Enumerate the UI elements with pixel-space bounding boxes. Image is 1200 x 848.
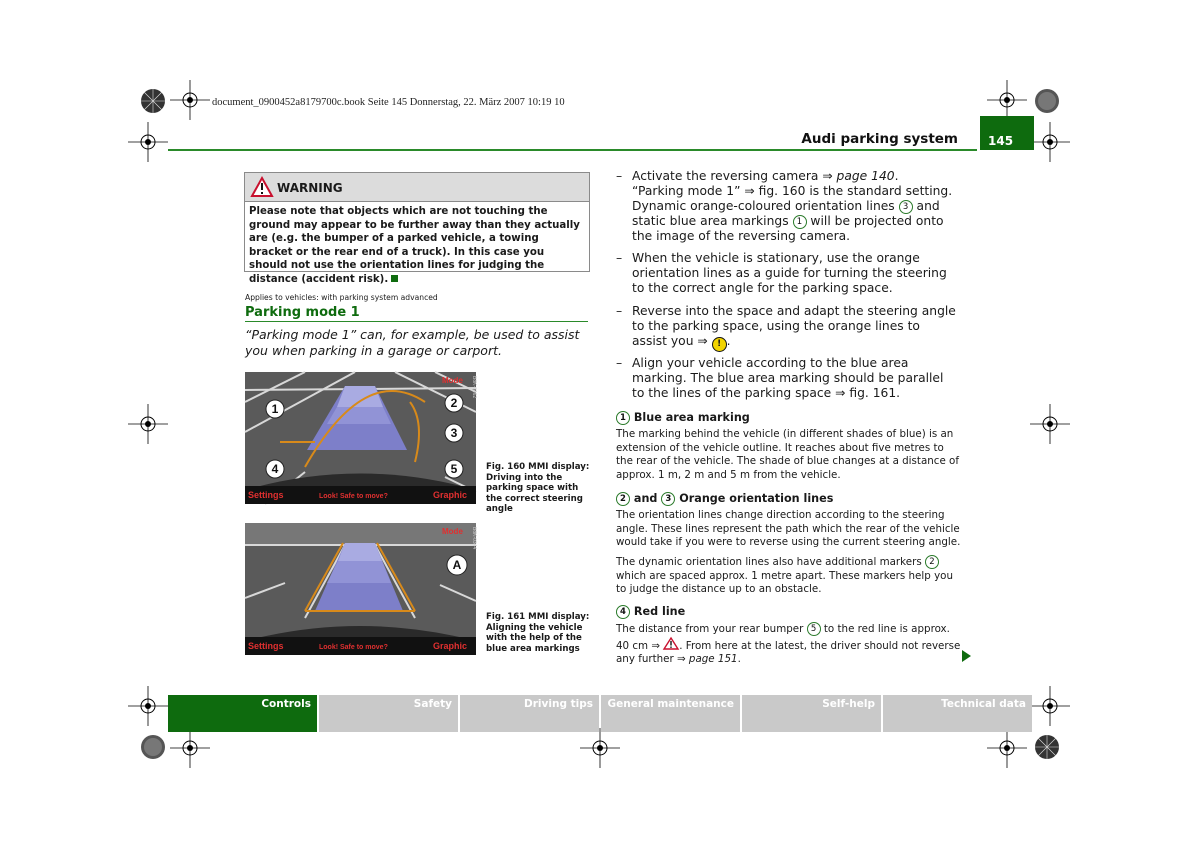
tab-self-help[interactable] <box>742 695 881 732</box>
blue-area-heading <box>616 411 750 425</box>
callout-4-icon: 4 <box>616 605 630 619</box>
continue-arrow-icon <box>962 650 971 662</box>
bullet-dash: – <box>616 356 623 370</box>
bullet-dash: – <box>616 304 623 318</box>
bullet-stationary <box>616 251 958 296</box>
para-text: The distance from your rear bumper <box>616 623 807 635</box>
applies-note: Applies to vehicles: with parking system advanced <box>245 293 438 302</box>
tab-label: Controls <box>261 698 311 710</box>
caution-icon: ! <box>712 337 727 352</box>
bullet-text: Align your vehicle according to the blue area marking. The blue area marking should be parallel to the lines of the parking space ⇒ fig. 161. <box>632 356 944 400</box>
fig-bar-right: Graphic <box>433 490 468 500</box>
marker-1: 1 <box>271 402 279 416</box>
star-target-mark <box>140 734 166 760</box>
section-title: Parking mode 1 <box>245 305 360 320</box>
tab-general-maintenance[interactable] <box>601 695 740 732</box>
heading-text: Orange orientation lines <box>679 492 834 505</box>
registration-mark <box>170 728 210 768</box>
callout-3-icon: 3 <box>899 200 913 214</box>
bullet-reverse: – Reverse into the space and adapt the steering angle to the parking space, using the orange lines to assist you ⇒ ! . <box>616 304 958 352</box>
registration-mark <box>128 686 168 726</box>
fig-bar-center: Look! Safe to move? <box>319 493 388 500</box>
orange-lines-heading <box>616 492 833 506</box>
para-end: . <box>737 653 741 666</box>
registration-mark <box>987 80 1027 120</box>
blue-area-text: The marking behind the vehicle (in different shades of blue) is an extension of the vehicle outline. It reaches about five metres to the rear of the vehicle. The shade of blue changes at a distance of approx. 1 m, 2 m and 5 m from the vehicle. <box>616 428 959 481</box>
print-file-line: document_0900452a8179700c.book Seite 145 Donnerstag, 22. März 2007 10:19 10 <box>212 97 565 108</box>
bullet-text: Reverse into the space and adapt the steering angle to the parking space, using the orange lines to assist you ⇒ <box>632 304 956 348</box>
figure-160-caption: Fig. 160 MMI display: Driving into the parking space with the correct steering angle <box>486 462 590 515</box>
star-target-mark <box>1034 734 1060 760</box>
bullet-dash: – <box>616 169 623 183</box>
header-section-title: Audi parking system <box>801 131 958 147</box>
para-text: which are spaced approx. 1 metre apart. These markers help you to judge the distance up to an obstacle. <box>616 569 953 596</box>
star-target-mark <box>140 88 166 114</box>
para-text: . From here at the latest, the driver should not reverse any further ⇒ <box>616 639 961 666</box>
warning-triangle-icon <box>663 637 679 650</box>
warning-header <box>245 173 589 202</box>
tab-label: Self-help <box>822 698 875 710</box>
registration-mark <box>987 728 1027 768</box>
bullet-align <box>616 356 958 401</box>
tab-label: General maintenance <box>607 698 734 710</box>
registration-mark <box>1030 686 1070 726</box>
bullet-text: “Parking mode 1” ⇒ fig. 160 is the standard setting. Dynamic orange-coloured orientation lines <box>632 184 953 213</box>
figure-161-image <box>245 523 476 655</box>
callout-1-icon: 1 <box>793 215 807 229</box>
fig-bar-left: Settings <box>248 490 284 500</box>
bullet-text: When the vehicle is stationary, use the orange orientation lines as a guide for turning the steering to the correct angle for the parking space. <box>632 251 947 295</box>
star-target-mark <box>1034 88 1060 114</box>
callout-5-icon: 5 <box>807 622 821 636</box>
bullet-activate-camera: – Activate the reversing camera ⇒ page 140. “Parking mode 1” ⇒ fig. 160 is the standard setting. Dynamic orange-coloured orientation lines 3 and static blue area markings 1 will be projected onto the image of the reversing camera. <box>616 169 953 243</box>
tab-label: Technical data <box>941 698 1026 710</box>
end-square-icon <box>391 275 398 282</box>
warning-label: WARNING <box>277 181 343 195</box>
page-link[interactable]: page 151 <box>688 653 738 666</box>
registration-mark <box>1030 122 1070 162</box>
marker-2: 2 <box>450 396 458 410</box>
camera-view-drawing <box>245 523 476 655</box>
fig-bar-center: Look! Safe to move? <box>319 644 388 651</box>
fig-bar-right: Graphic <box>433 641 468 651</box>
warning-box <box>244 172 590 285</box>
red-line-text <box>616 622 961 667</box>
intro-text: “Parking mode 1” can, for example, be used to assist you when parking in a garage or carport. <box>245 327 580 358</box>
page-number-box <box>980 116 1034 150</box>
bullet-text: will be projected onto the image of the reversing camera. <box>632 214 944 243</box>
para-text: to the red line is approx. 40 cm ⇒ <box>616 623 950 652</box>
red-line-heading <box>616 605 685 619</box>
tab-driving-tips[interactable] <box>460 695 599 732</box>
bullet-dash: – <box>616 251 623 265</box>
tab-controls[interactable] <box>168 695 317 732</box>
fig-code: B8K-0344 <box>471 527 477 550</box>
orange-lines-text-1: The orientation lines change direction according to the steering angle. These lines represent the path which the rear of the vehicle would take if you were to reverse using the current steering angle. <box>616 509 961 549</box>
fig-code: B8K-0162 <box>471 376 477 399</box>
warning-text: Please note that objects which are not touching the ground may appear to be further away than they actually are (e.g. the bumper of a parked vehicle, a towing bracket or the rear end of a truck). In this case you should not use the orientation lines for judging the distance (accident risk). <box>249 206 580 285</box>
registration-mark <box>1030 404 1070 444</box>
camera-view-drawing <box>245 372 476 504</box>
heading-text: Red line <box>633 605 686 618</box>
registration-mark <box>128 404 168 444</box>
callout-2-icon: 2 <box>616 492 630 506</box>
figure-161-caption: Fig. 161 MMI display: Aligning the vehicle with the help of the blue area markings <box>486 612 590 654</box>
para-text: The dynamic orientation lines also have additional markers <box>616 556 925 568</box>
orange-lines-text-2 <box>616 555 961 597</box>
tab-label: Safety <box>413 698 452 710</box>
page-number: 145 <box>988 134 1014 148</box>
registration-mark <box>128 122 168 162</box>
registration-mark <box>170 80 210 120</box>
page-link[interactable]: page 140 <box>836 169 895 183</box>
section-rule <box>245 321 588 322</box>
heading-text: Blue area marking <box>633 411 750 424</box>
callout-3-icon: 3 <box>661 492 675 506</box>
tab-technical-data[interactable] <box>883 695 1032 732</box>
marker-5: 5 <box>450 462 458 476</box>
fig-mode-label: Mode <box>442 376 463 385</box>
bullet-text: Activate the reversing camera ⇒ <box>632 169 837 183</box>
figure-160-image <box>245 372 476 504</box>
warning-text-block <box>245 202 589 290</box>
header-rule <box>168 149 977 151</box>
fig-mode-label: Mode <box>442 527 463 536</box>
tab-safety[interactable] <box>319 695 458 732</box>
marker-a: A <box>452 558 462 572</box>
fig-bar-left: Settings <box>248 641 284 651</box>
bullet-text: and static blue area markings <box>632 199 940 228</box>
callout-2-icon: 2 <box>925 555 939 569</box>
callout-1-icon: 1 <box>616 411 630 425</box>
warning-triangle-icon <box>251 177 273 197</box>
registration-mark <box>580 728 620 768</box>
tab-label: Driving tips <box>524 698 593 710</box>
marker-4: 4 <box>271 462 279 476</box>
marker-3: 3 <box>450 426 458 440</box>
heading-and: and <box>633 492 658 505</box>
